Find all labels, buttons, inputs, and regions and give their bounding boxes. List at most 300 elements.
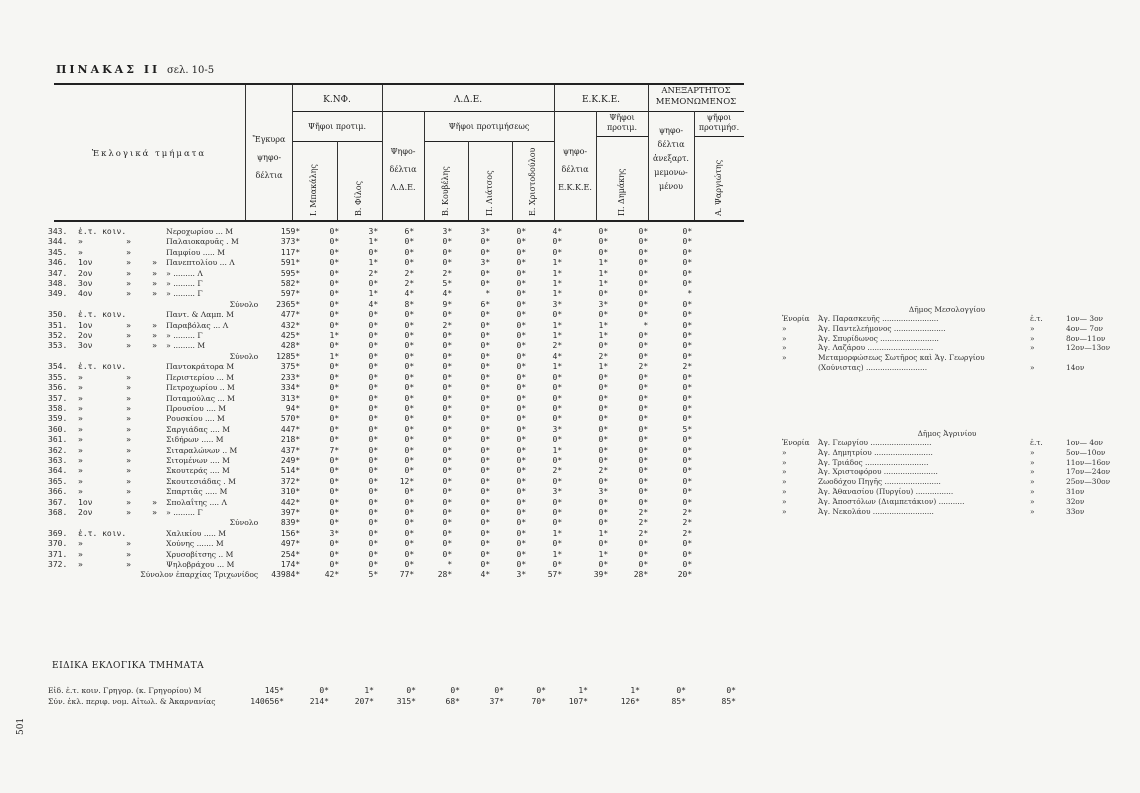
row-number: 363. — [48, 455, 68, 465]
row-type-3: » — [152, 497, 157, 507]
vote-cell: 0* — [442, 455, 453, 465]
row-type-2: » — [126, 320, 131, 330]
row-type-2: » — [126, 372, 131, 382]
vote-cell: 0* — [480, 237, 491, 247]
row-type-3: » — [152, 258, 157, 268]
vote-cell: 425* — [280, 331, 301, 341]
vote-cell: 0* — [638, 393, 649, 403]
vote-cell: 2* — [598, 351, 609, 361]
vote-cell: 0* — [598, 227, 609, 236]
subtotal-row — [48, 352, 692, 362]
row-type-2: » — [126, 487, 131, 497]
side-row — [782, 438, 1112, 448]
vote-cell: 0* — [480, 466, 491, 476]
row-type-3 — [152, 362, 166, 372]
side-cell-d: 1ον— 4ον — [1066, 438, 1104, 447]
vote-cell: 6* — [404, 227, 415, 236]
section-name: Νεροχωρίου ... Μ — [166, 227, 234, 236]
vote-cell: 2* — [442, 268, 453, 278]
vote-cell: 0* — [480, 549, 491, 559]
vote-cell: 0* — [638, 247, 649, 257]
vote-cell: 0* — [516, 497, 527, 507]
vote-cell: 1* — [329, 331, 340, 341]
vote-cell: 3* — [329, 528, 340, 538]
side-cell-a: Ἐνορία — [782, 314, 810, 323]
section-name: » ......... Λ — [166, 268, 203, 278]
section-name: Χρυσοβίτσης .. Μ — [166, 549, 234, 559]
vote-cell: 0* — [516, 528, 527, 538]
page-number: 501 — [16, 717, 26, 735]
vote-cell: 0* — [638, 268, 649, 278]
row-number: 358. — [48, 403, 68, 413]
vote-cell: 0* — [442, 424, 453, 434]
vote-cell: 0* — [552, 383, 563, 393]
table-row — [48, 310, 692, 320]
vote-cell: 0* — [329, 279, 340, 289]
side-cell-b: Ἁγ. Ἀθανασίου (Πυργίου) ................ — [818, 486, 954, 496]
vote-cell: 0* — [638, 539, 649, 549]
vote-cell: 1* — [598, 320, 609, 330]
row-type: » — [78, 539, 83, 549]
row-type-3: » — [152, 341, 157, 351]
vote-cell: 0* — [516, 372, 527, 382]
vote-cell: 0* — [404, 518, 415, 528]
row-type: 2ον — [78, 331, 93, 341]
vote-cell: 0* — [598, 560, 609, 569]
side-cell-a: » — [782, 343, 787, 353]
vote-cell: 0* — [329, 403, 340, 413]
vote-cell: 373* — [280, 237, 301, 247]
header-lde-ballots — [384, 146, 422, 194]
special-heading: ΕΙΔΙΚΑ ΕΚΛΟΓΙΚΑ ΤΜΗΜΑΤΑ — [52, 661, 205, 671]
vote-cell: 0* — [682, 258, 693, 268]
vote-cell: 0* — [480, 435, 491, 445]
ekke-pref-rule — [596, 136, 648, 137]
vote-cell: 1* — [552, 268, 563, 278]
vote-cell: 20* — [677, 570, 693, 580]
vote-cell: 0* — [552, 393, 563, 403]
header-indep-ballots-l5: μένου — [659, 182, 683, 191]
vote-cell: 0* — [368, 539, 379, 549]
row-type: 3ον — [78, 341, 93, 351]
vote-cell: 0* — [480, 310, 491, 320]
vote-cell: 0* — [442, 445, 453, 455]
vote-cell: 0* — [638, 383, 649, 393]
section-name: Ρουσκίου .... Μ — [166, 414, 225, 424]
header-ekke-pref-l2: προτιμ. — [606, 123, 638, 132]
vote-cell: 2365* — [276, 299, 301, 309]
row-type-3 — [152, 383, 166, 393]
side-cell-a: » — [782, 486, 787, 496]
section-name: Παλαιοκαρυᾶς . Μ — [166, 237, 239, 247]
header-bottom-rule — [54, 220, 744, 222]
vote-cell: * — [447, 560, 453, 569]
table-row — [48, 487, 692, 497]
vote-cell: 0* — [552, 497, 563, 507]
vote-cell: 0* — [480, 320, 491, 330]
vote-cell: 0* — [682, 351, 693, 361]
row-number: 364. — [48, 466, 68, 476]
vote-cell: 0* — [598, 403, 609, 413]
header-kf-pref: Ψῆφοι προτιμ. — [308, 122, 366, 131]
header-lde-ballots-l3: Λ.Δ.Ε. — [390, 183, 416, 192]
vote-cell: 0* — [598, 289, 609, 299]
row-type-3 — [152, 404, 166, 414]
section-name: Ψηλοβράχου ... Μ — [166, 560, 235, 569]
vote-cell: 0* — [368, 518, 379, 528]
vote-cell: 0* — [404, 507, 415, 517]
vote-cell: 0* — [682, 341, 693, 351]
vote-cell: 0* — [682, 466, 693, 476]
vote-cell: 0* — [480, 507, 491, 517]
side-row — [782, 487, 1112, 497]
row-type-3 — [152, 466, 166, 476]
side-cell-d: 11ον—16ον — [1066, 457, 1111, 467]
row-type: » — [78, 560, 83, 569]
header-ekke: Ε.Κ.Κ.Ε. — [581, 95, 621, 105]
vote-cell: 334* — [280, 383, 301, 393]
vote-cell: 0* — [638, 487, 649, 497]
vote-cell: 77* — [399, 570, 415, 580]
side-row — [782, 334, 1112, 344]
row-type-3 — [152, 539, 166, 549]
row-type: » — [78, 237, 83, 247]
vote-cell: 0* — [480, 487, 491, 497]
vote-cell: 0* — [480, 268, 491, 278]
row-type-3 — [152, 446, 166, 456]
vote-cell: 0* — [368, 549, 379, 559]
section-name: Σαργιάδας .... Μ — [166, 424, 230, 434]
vote-cell: 2* — [682, 528, 693, 538]
vote-cell: 0* — [442, 528, 453, 538]
vote-cell: 2* — [682, 362, 693, 372]
vote-cell: 0* — [516, 487, 527, 497]
vote-cell: 3* — [516, 570, 527, 580]
side-row — [782, 497, 1112, 507]
vote-cell: 0* — [404, 528, 415, 538]
side-cell-b: Ἁγ. Δημητρίου ......................... — [818, 447, 933, 457]
vote-cell: 0* — [329, 299, 340, 309]
section-name: Χαλικίου ..... Μ — [166, 528, 227, 538]
vote-cell: 0* — [638, 466, 649, 476]
side-row — [782, 458, 1112, 468]
vote-cell: 0* — [516, 549, 527, 559]
side-cell-a: » — [782, 447, 787, 457]
header-indep-pref-l1: ψῆφοι — [706, 113, 732, 122]
table-row — [48, 269, 692, 279]
side-cell-d: 17ον—24ον — [1066, 467, 1111, 477]
row-type-2: » — [126, 445, 131, 455]
vote-cell: 0* — [480, 445, 491, 455]
vote-cell: 0* — [598, 476, 609, 486]
row-type: 4ον — [78, 289, 93, 299]
header-valid-l1: Ἔγκυρα — [252, 135, 286, 144]
side-cell-a: » — [782, 467, 787, 477]
row-number: 372. — [48, 560, 68, 569]
side-cell-a: Ἐνορία — [782, 438, 810, 447]
vote-cell: 1* — [364, 686, 374, 695]
side-cell-c: » — [1030, 477, 1035, 487]
vote-cell: 591* — [280, 258, 301, 268]
vote-cell: 1* — [598, 528, 609, 538]
vote-cell: 0* — [598, 372, 609, 382]
section-name: Πανεπτολίου ... Λ — [166, 258, 235, 268]
subtotal-label: Σύνολο — [229, 518, 259, 528]
vote-cell: 0* — [552, 372, 563, 382]
vote-cell: 0* — [494, 686, 504, 695]
vote-cell: 0* — [638, 549, 649, 559]
vote-cell: 0* — [442, 497, 453, 507]
header-sections: Ἐκλογικά τμήματα — [91, 149, 207, 159]
table-row — [48, 394, 692, 404]
vote-cell: 1* — [552, 331, 563, 341]
row-type-2: » — [126, 279, 131, 289]
vote-cell: 0* — [404, 331, 415, 341]
vote-cell: 0* — [516, 445, 527, 455]
vote-cell: 0* — [368, 372, 379, 382]
vote-cell: 1* — [368, 258, 379, 268]
vote-cell: 0* — [404, 383, 415, 393]
vote-cell: 0* — [329, 549, 340, 559]
row-type-3 — [152, 373, 166, 383]
row-type-2: » — [126, 383, 131, 393]
vote-cell: 0* — [682, 455, 693, 465]
vote-cell: 375* — [280, 362, 301, 372]
side-cell-a: » — [782, 477, 787, 487]
vote-cell: 0* — [682, 237, 693, 247]
table-row — [48, 279, 692, 289]
side-cell-d: 32ον — [1066, 496, 1085, 506]
header-indep-ballots — [649, 124, 693, 194]
vote-cell: 1* — [578, 686, 588, 695]
vote-cell: 1* — [552, 445, 563, 455]
vote-cell: 372* — [280, 476, 301, 486]
vote-cell: 254* — [280, 549, 301, 559]
vote-cell: 3* — [368, 227, 379, 236]
row-type-2: » — [126, 247, 131, 257]
vote-cell: 0* — [368, 435, 379, 445]
section-name: Παντ. & Λαμπ. Μ — [166, 310, 234, 320]
side-cell-b: Ζωοδόχου Πηγῆς ........................ — [818, 477, 941, 487]
vote-cell: 0* — [404, 466, 415, 476]
vote-cell: 0* — [442, 549, 453, 559]
row-number: 368. — [48, 507, 68, 517]
vote-cell: 117* — [280, 247, 301, 257]
vote-cell: 2* — [552, 466, 563, 476]
vote-cell: 0* — [516, 237, 527, 247]
vote-cell: 0* — [406, 686, 416, 695]
side-cell-b: Ἁγ. Παντελεήμονος ...................... — [818, 323, 946, 333]
vote-cell: 3* — [442, 227, 453, 236]
header-indep-ballots-l4: μεμονω- — [654, 168, 688, 177]
vote-cell: 0* — [516, 393, 527, 403]
vote-cell: 68* — [445, 696, 460, 706]
indep-pref-rule — [694, 136, 744, 137]
row-type-2: » — [126, 424, 131, 434]
side-row — [782, 353, 1112, 363]
vote-cell: 0* — [442, 414, 453, 424]
vote-cell: 0* — [329, 455, 340, 465]
side-cell-c: » — [1030, 362, 1035, 372]
vote-cell: 4* — [480, 570, 491, 580]
vote-cell: 0* — [598, 393, 609, 403]
vote-cell: 0* — [598, 341, 609, 351]
vote-cell: 0* — [516, 507, 527, 517]
vote-cell: 0* — [638, 310, 649, 320]
row-type: » — [78, 372, 83, 382]
section-name: Πετροχωρίου .. Μ — [166, 383, 235, 393]
vote-cell: 0* — [480, 518, 491, 528]
side-cell-b: Ἁγ. Γεωργίου .......................... — [818, 438, 932, 447]
vote-cell: 0* — [404, 455, 415, 465]
side-cell-b: Ἁγ. Σπυρίδωνος ......................... — [818, 333, 939, 343]
section-name: Παντοκράτορα Μ — [166, 362, 235, 372]
vote-cell: 0* — [368, 279, 379, 289]
vote-cell: 4* — [552, 227, 563, 236]
vote-cell: 0* — [598, 539, 609, 549]
vote-cell: 0* — [552, 247, 563, 257]
row-type-2: » — [126, 476, 131, 486]
row-type-2: » — [126, 331, 131, 341]
vote-cell: 442* — [280, 497, 301, 507]
vote-cell: 428* — [280, 341, 301, 351]
vote-cell: 0* — [598, 518, 609, 528]
vote-cell: 0* — [516, 258, 527, 268]
vote-cell: 0* — [480, 393, 491, 403]
vote-cell: 0* — [480, 351, 491, 361]
vote-cell: 1* — [552, 258, 563, 268]
header-valid-l3: δέλτια — [255, 171, 283, 180]
header-ekke-ballots — [556, 146, 594, 194]
table-row — [48, 289, 692, 299]
vote-cell: 107* — [568, 696, 588, 706]
vote-cell: 315* — [396, 696, 416, 706]
vote-cell: 0* — [516, 351, 527, 361]
row-type: » — [78, 549, 83, 559]
vote-cell: 0* — [368, 445, 379, 455]
vote-cell: 0* — [368, 414, 379, 424]
row-type-2 — [126, 310, 152, 320]
vote-cell: 0* — [682, 268, 693, 278]
vote-cell: 8* — [404, 299, 415, 309]
vote-cell: 2* — [682, 507, 693, 517]
vote-cell: 0* — [329, 466, 340, 476]
vote-cell: 2* — [404, 279, 415, 289]
vote-cell: 0* — [682, 487, 693, 497]
vote-cell: 0* — [442, 476, 453, 486]
row-type: » — [78, 414, 83, 424]
section-name: » ......... Γ — [166, 289, 203, 299]
table-row — [48, 446, 692, 456]
vote-cell: 0* — [638, 351, 649, 361]
row-type: » — [78, 435, 83, 445]
vote-cell: 0* — [638, 372, 649, 382]
row-number: 360. — [48, 424, 68, 434]
header-indep-ballots-l1: ψηφο- — [658, 126, 684, 135]
vote-cell: 839* — [280, 518, 301, 528]
vote-cell: 0* — [442, 487, 453, 497]
side-cell-d: 31ον — [1066, 486, 1085, 496]
vote-cell: 0* — [598, 383, 609, 393]
vote-cell: 0* — [516, 414, 527, 424]
vote-cell: 0* — [480, 331, 491, 341]
side-cell-c: » — [1030, 457, 1035, 467]
vote-cell: 0* — [682, 279, 693, 289]
side-cell-b: Ἁγ. Λαζάρου ............................ — [818, 343, 934, 353]
vote-cell: 0* — [480, 372, 491, 382]
row-type: » — [78, 455, 83, 465]
vote-cell: 0* — [516, 435, 527, 445]
vote-cell: 1* — [368, 237, 379, 247]
section-name: Σκουτεσιάδας . Μ — [166, 476, 236, 486]
vote-cell: 0* — [552, 237, 563, 247]
vote-cell: 0* — [682, 299, 693, 309]
row-type-2 — [126, 529, 152, 539]
row-type-2: » — [126, 403, 131, 413]
vote-cell: 3* — [598, 487, 609, 497]
vote-cell: 0* — [404, 362, 415, 372]
vote-cell: 2* — [404, 268, 415, 278]
vote-cell: 0* — [682, 393, 693, 403]
vote-cell: 0* — [682, 372, 693, 382]
vote-cell: 0* — [319, 686, 329, 695]
vote-cell: 0* — [368, 362, 379, 372]
vote-cell: 582* — [280, 279, 301, 289]
vote-cell: 0* — [480, 455, 491, 465]
row-number: 351. — [48, 320, 68, 330]
row-type-3: » — [152, 320, 157, 330]
vote-cell: 595* — [280, 268, 301, 278]
vote-cell: 0* — [598, 424, 609, 434]
row-type-3: » — [152, 279, 157, 289]
row-number: 362. — [48, 445, 68, 455]
vote-cell: 0* — [682, 414, 693, 424]
header-valid-l2: ψηφο- — [256, 153, 282, 162]
section-name: Ποταμούλας ... Μ — [166, 393, 235, 403]
table-row — [48, 362, 692, 372]
header-lde: Λ.Δ.Ε. — [453, 95, 483, 105]
side-cell-c: » — [1030, 323, 1035, 333]
vote-cell: 0* — [598, 237, 609, 247]
table-row — [48, 258, 692, 268]
header-kf: Κ.ΝΦ. — [323, 95, 351, 105]
header-ekke-pref — [596, 113, 648, 133]
header-indep-l2: ΜΕΜΟΝΩΜΕΝΟΣ — [655, 97, 737, 107]
header-ekke-c1: Π. Δημάκης — [617, 168, 626, 216]
vote-cell: 0* — [598, 310, 609, 320]
vote-cell: 0* — [682, 331, 693, 341]
vote-cell: 0* — [552, 310, 563, 320]
vote-cell: 0* — [368, 310, 379, 320]
section-name: Χούνης ....... Μ — [166, 539, 224, 549]
section-name: » ......... Γ — [166, 279, 203, 289]
subtotal-label: Σύνολον ἐπαρχίας Τριχωνίδος — [140, 570, 259, 580]
vote-cell: 0* — [442, 258, 453, 268]
row-type: » — [78, 487, 83, 497]
section-name: Σιδήρων ..... Μ — [166, 435, 224, 445]
vote-cell: 0* — [516, 341, 527, 351]
row-type-3 — [152, 227, 166, 237]
vote-cell: 0* — [404, 497, 415, 507]
header-indep-pref — [694, 113, 744, 133]
row-number: 350. — [48, 310, 68, 320]
header-lde-ballots-l1: Ψηφο- — [390, 147, 416, 156]
row-type-2: » — [126, 435, 131, 445]
vote-cell: 159* — [280, 227, 301, 236]
vote-cell: 0* — [404, 539, 415, 549]
vote-cell: 1* — [598, 279, 609, 289]
vote-cell: 0* — [598, 247, 609, 257]
